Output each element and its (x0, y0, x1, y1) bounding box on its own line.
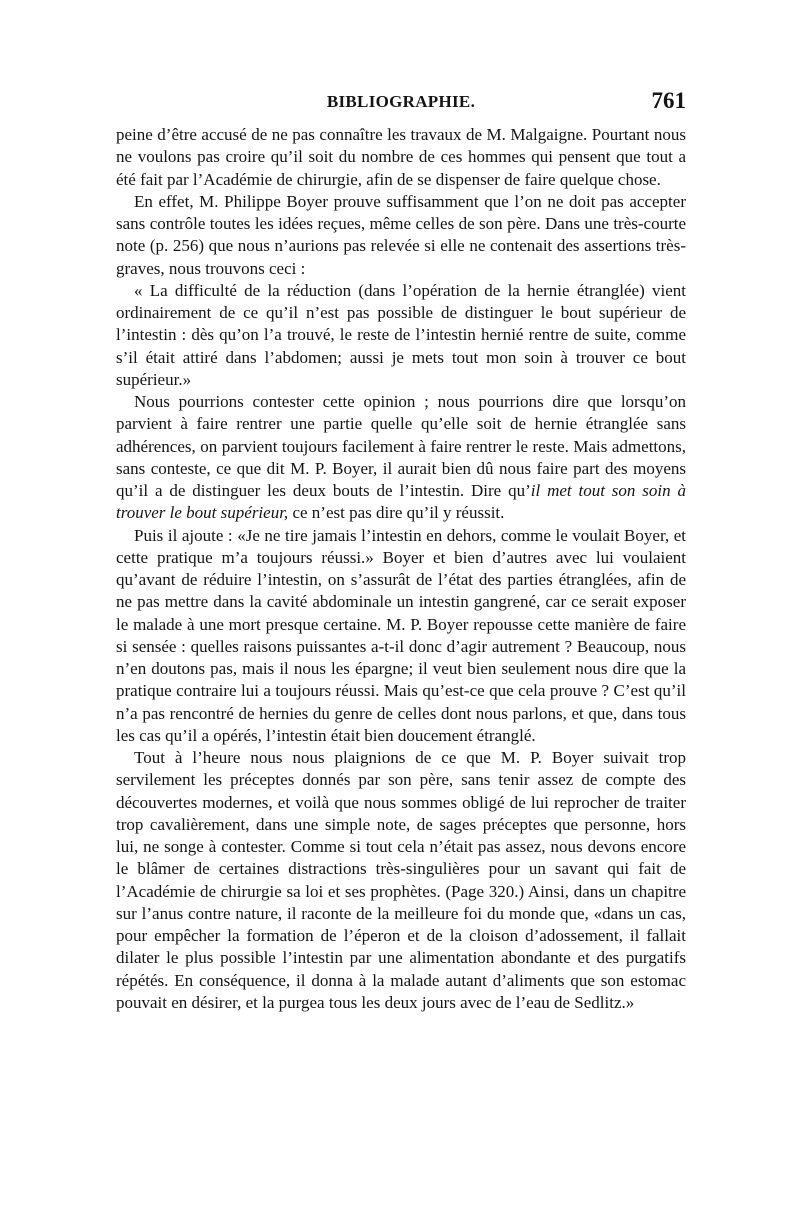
book-page (116, 88, 686, 1014)
paragraph-4-end: ce n’est pas dire qu’il y réussit. (288, 503, 505, 523)
paragraph-4-italic: il met tout son soin à trouver le bout supérieur, (116, 481, 686, 523)
paragraph-5: Puis il ajoute : «Je ne tire jamais l’intestin en dehors, comme le voulait Boyer, et cette pratique m’a toujours réussi.» Boyer et bien d’autres avec lui voulaient qu’avant de réduire l’intestin, on s’assurât de l’état des parties étranglées, afin de ne pas mettre dans la cavité abdominale un intestin gangrené, car ce serait exposer le malade à une mort presque certaine. M. P. Boyer repousse cette manière de faire si sensée : quelles raisons puissantes a-t-il donc d’agir autrement ? Beaucoup, nous n’en doutons pas, mais il nous les épargne; il veut bien seulement nous dire que la pratique contraire lui a toujours réussi. Mais qu’est-ce que cela prouve ? C’est qu’il n’a pas rencontré de hernies du genre de celles dont nous parlons, et que, dans tous les cas qu’il a opérés, l’intestin était bien doucement étranglé. (116, 525, 686, 745)
body-text (116, 124, 686, 1014)
running-header (116, 88, 686, 124)
paragraph-4 (116, 391, 686, 525)
paragraph-2: En effet, M. Philippe Boyer prouve suffisamment que l’on ne doit pas accepter sans contrôle toutes les idées reçues, même celles de son père. Dans une très-courte note (p. 256) que nous n’aurions pas relevée si elle ne contenait des assertions très-graves, nous trouvons ceci : (116, 191, 686, 278)
page-number: 761 (651, 88, 686, 113)
paragraph-3-quotation: « La difficulté de la réduction (dans l’opération de la hernie étranglée) vient ordinairement de ce qu’il n’est pas possible de distinguer le bout supérieur de l’intestin : dès qu’on l’a trouvé, le reste de l’intestin hernié rentre de suite, comme s’il était attiré dans l’abdomen; aussi je mets tout mon soin à trouver ce bout supérieur.» (116, 280, 686, 389)
paragraph-4-text: Nous pourrions contester cette opinion ; nous pourrions dire que lorsqu’on parvient à faire rentrer une partie quelle qu’elle soit de hernie étranglée sans adhérences, on parvient toujours facilement à faire rentrer le reste. Mais admettons, sans conteste, ce que dit M. P. Boyer, il aurait bien dû nous faire part des moyens qu’il a de distinguer les deux bouts de l’intestin. Dire qu’ (116, 392, 686, 500)
running-title: BIBLIOGRAPHIE. (326, 92, 476, 111)
paragraph-1: peine d’être accusé de ne pas connaître les travaux de M. Malgaigne. Pourtant nous ne voulons pas croire qu’il soit du nombre de ces hommes qui pensent que tout a été fait par l’Académie de chirurgie, afin de se dispenser de faire quelque chose. (116, 125, 686, 189)
paragraph-6: Tout à l’heure nous nous plaignions de ce que M. P. Boyer suivait trop servilement les préceptes donnés par son père, sans tenir assez de compte des découvertes modernes, et voilà que nous sommes obligé de lui reprocher de traiter trop cavalièrement, dans une simple note, de sages préceptes que personne, hors lui, ne songe à contester. Comme si tout cela n’était pas assez, nous devons encore le blâmer de certaines distractions très-singulières pour un savant qui fait de l’Académie de chirurgie sa loi et ses prophètes. (Page 320.) Ainsi, dans un chapitre sur l’anus contre nature, il raconte de la meilleure foi du monde que, «dans un cas, pour empêcher la formation de l’éperon et de la cloison d’adossement, il fallait dilater le plus possible l’intestin par une alimentation abondante et des purgatifs répétés. En conséquence, il donna à la malade autant d’aliments que son estomac pouvait en désirer, et la purgea tous les deux jours avec de l’eau de Sedlitz.» (116, 748, 686, 1012)
